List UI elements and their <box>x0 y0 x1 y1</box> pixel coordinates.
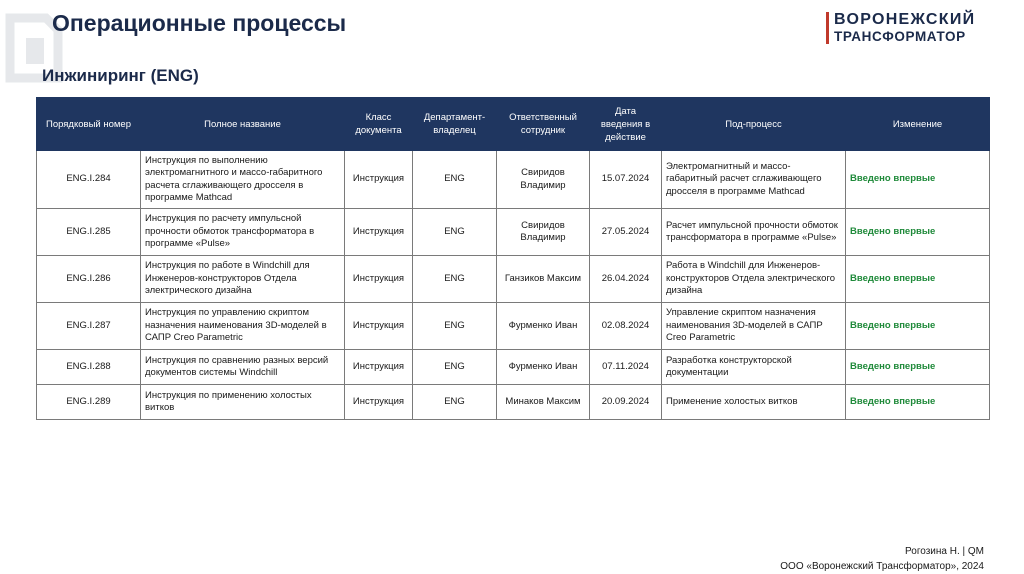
cell-number: ENG.I.287 <box>37 303 141 350</box>
cell-name: Инструкция по работе в Windchill для Инженеров-конструкторов Отдела электрического дизайна <box>141 256 345 303</box>
table-row <box>37 209 990 256</box>
cell-doc-class: Инструкция <box>345 209 413 256</box>
cell-number: ENG.I.284 <box>37 151 141 209</box>
table-row <box>37 151 990 209</box>
cell-subprocess: Применение холостых витков <box>662 385 846 420</box>
cell-doc-class: Инструкция <box>345 256 413 303</box>
cell-subprocess: Управление скриптом назначения наименования 3D-моделей в САПР Creo Parametric <box>662 303 846 350</box>
cell-change-status: Введено впервые <box>846 151 990 209</box>
column-header-responsible: Ответственный сотрудник <box>497 98 590 151</box>
cell-date: 07.11.2024 <box>590 350 662 385</box>
cell-department: ENG <box>413 303 497 350</box>
cell-change-status: Введено впервые <box>846 303 990 350</box>
cell-responsible: Фурменко Иван <box>497 303 590 350</box>
page-title: Операционные процессы <box>52 10 347 36</box>
cell-doc-class: Инструкция <box>345 151 413 209</box>
column-header-date: Дата введения в действие <box>590 98 662 151</box>
cell-doc-class: Инструкция <box>345 303 413 350</box>
logo-line-1: ВОРОНЕЖСКИЙ <box>834 11 976 28</box>
logo-line-2: ТРАНСФОРМАТОР <box>834 29 966 44</box>
column-header-name: Полное название <box>141 98 345 151</box>
cell-department: ENG <box>413 256 497 303</box>
column-header-number: Порядковый номер <box>37 98 141 151</box>
table-row <box>37 385 990 420</box>
processes-table <box>36 97 990 420</box>
cell-change-status: Введено впервые <box>846 350 990 385</box>
cell-name: Инструкция по сравнению разных версий документов системы Windchill <box>141 350 345 385</box>
column-header-department: Департамент-владелец <box>413 98 497 151</box>
cell-name: Инструкция по применению холостых витков <box>141 385 345 420</box>
cell-change-status: Введено впервые <box>846 209 990 256</box>
cell-date: 02.08.2024 <box>590 303 662 350</box>
company-logo <box>826 12 975 44</box>
column-header-subprocess: Под-процесс <box>662 98 846 151</box>
cell-doc-class: Инструкция <box>345 385 413 420</box>
cell-subprocess: Работа в Windchill для Инженеров-конструкторов Отдела электрического дизайна <box>662 256 846 303</box>
cell-responsible: Свиридов Владимир <box>497 151 590 209</box>
cell-date: 27.05.2024 <box>590 209 662 256</box>
cell-department: ENG <box>413 385 497 420</box>
table-row <box>37 256 990 303</box>
cell-change-status: Введено впервые <box>846 385 990 420</box>
footer-organization: ООО «Воронежский Трансформатор», 2024 <box>780 561 984 572</box>
cell-date: 15.07.2024 <box>590 151 662 209</box>
cell-date: 26.04.2024 <box>590 256 662 303</box>
table-row <box>37 350 990 385</box>
cell-number: ENG.I.289 <box>37 385 141 420</box>
cell-subprocess: Расчет импульсной прочности обмоток трансформатора в программе «Pulse» <box>662 209 846 256</box>
cell-number: ENG.I.285 <box>37 209 141 256</box>
cell-date: 20.09.2024 <box>590 385 662 420</box>
table-row <box>37 303 990 350</box>
column-header-change: Изменение <box>846 98 990 151</box>
table-header-row <box>37 98 990 151</box>
cell-change-status: Введено впервые <box>846 256 990 303</box>
cell-number: ENG.I.286 <box>37 256 141 303</box>
cell-subprocess: Электромагнитный и массо-габаритный расчет сглаживающего дросселя в программе Mathcad <box>662 151 846 209</box>
cell-name: Инструкция по расчету импульсной прочности обмоток трансформатора в программе «Pulse» <box>141 209 345 256</box>
column-header-doc-class: Класс документа <box>345 98 413 151</box>
cell-department: ENG <box>413 350 497 385</box>
footer-author: Рогозина Н. | QM <box>905 546 984 557</box>
cell-responsible: Ганзиков Максим <box>497 256 590 303</box>
cell-responsible: Минаков Максим <box>497 385 590 420</box>
logo-text <box>834 12 975 44</box>
section-subtitle: Инжиниринг (ENG) <box>42 66 199 85</box>
cell-department: ENG <box>413 209 497 256</box>
cell-subprocess: Разработка конструкторской документации <box>662 350 846 385</box>
cell-name: Инструкция по выполнению электромагнитного и массо-габаритного расчета сглаживающего дросселя в программе Mathcad <box>141 151 345 209</box>
cell-doc-class: Инструкция <box>345 350 413 385</box>
cell-name: Инструкция по управлению скриптом назначения наименования 3D-моделей в САПР Creo Parametric <box>141 303 345 350</box>
cell-responsible: Фурменко Иван <box>497 350 590 385</box>
cell-responsible: Свиридов Владимир <box>497 209 590 256</box>
cell-number: ENG.I.288 <box>37 350 141 385</box>
cell-department: ENG <box>413 151 497 209</box>
logo-accent-bar <box>826 12 829 44</box>
